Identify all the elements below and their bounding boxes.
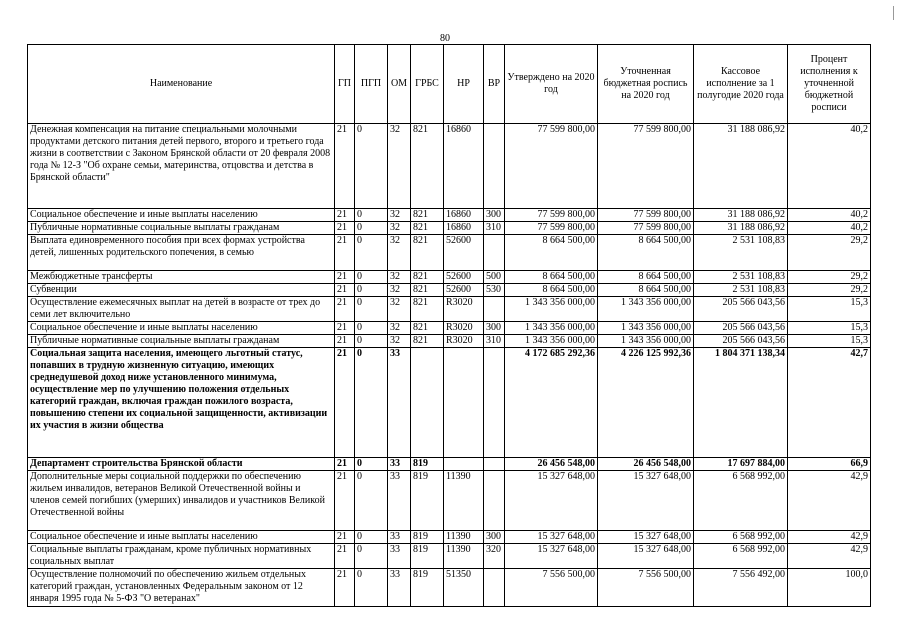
cell-name: Выплата единовременного пособия при всех формах устройства детей, лишенных родительского попечения, в семью xyxy=(28,235,335,271)
cell-grbs: 821 xyxy=(411,284,444,297)
table-row xyxy=(28,209,871,222)
cell-np: 11390 xyxy=(444,531,484,544)
cell-om: 32 xyxy=(388,209,411,222)
cell-pgp: 0 xyxy=(355,569,388,607)
column-header-pgp: ПГП xyxy=(355,45,388,124)
cell-approved: 77 599 800,00 xyxy=(505,209,598,222)
cell-np: 16860 xyxy=(444,209,484,222)
cell-om: 32 xyxy=(388,271,411,284)
cell-gp: 21 xyxy=(335,271,355,284)
table-row xyxy=(28,222,871,235)
column-header-approved: Утверждено на 2020 год xyxy=(505,45,598,124)
cell-pgp: 0 xyxy=(355,471,388,531)
cell-refined: 15 327 648,00 xyxy=(598,531,694,544)
cell-name: Дополнительные меры социальной поддержки по обеспечению жильем инвалидов, ветеранов Великой Отечественной войны и членов семей погибших (умерших) инвалидов и участников Великой Отечественной войны xyxy=(28,471,335,531)
cell-cash: 31 188 086,92 xyxy=(694,124,788,209)
cell-name: Социальное обеспечение и иные выплаты населению xyxy=(28,209,335,222)
cell-gp: 21 xyxy=(335,209,355,222)
cell-pgp: 0 xyxy=(355,209,388,222)
cell-percent: 66,9 xyxy=(788,458,871,471)
cell-np: R3020 xyxy=(444,335,484,348)
cell-vr xyxy=(484,235,505,271)
table-row xyxy=(28,284,871,297)
cell-percent: 15,3 xyxy=(788,297,871,322)
cell-refined: 4 226 125 992,36 xyxy=(598,348,694,458)
cell-grbs xyxy=(411,348,444,458)
page-number: 80 xyxy=(440,33,450,44)
cell-gp: 21 xyxy=(335,458,355,471)
column-header-np: НР xyxy=(444,45,484,124)
cell-om: 32 xyxy=(388,124,411,209)
cell-om: 32 xyxy=(388,235,411,271)
cell-refined: 8 664 500,00 xyxy=(598,271,694,284)
cell-percent: 100,0 xyxy=(788,569,871,607)
cell-approved: 77 599 800,00 xyxy=(505,222,598,235)
cell-refined: 1 343 356 000,00 xyxy=(598,322,694,335)
cell-cash: 6 568 992,00 xyxy=(694,544,788,569)
cell-percent: 42,7 xyxy=(788,348,871,458)
cell-approved: 15 327 648,00 xyxy=(505,471,598,531)
cell-om: 33 xyxy=(388,569,411,607)
cell-cash: 6 568 992,00 xyxy=(694,531,788,544)
cell-np xyxy=(444,458,484,471)
cell-cash: 31 188 086,92 xyxy=(694,209,788,222)
cell-name: Публичные нормативные социальные выплаты гражданам xyxy=(28,335,335,348)
table-header-row xyxy=(28,45,871,124)
cell-cash: 205 566 043,56 xyxy=(694,297,788,322)
column-header-percent: Процент исполнения к уточненной бюджетной росписи xyxy=(788,45,871,124)
cell-om: 33 xyxy=(388,348,411,458)
cell-name: Социальное обеспечение и иные выплаты населению xyxy=(28,322,335,335)
cell-percent: 40,2 xyxy=(788,209,871,222)
cell-vr: 300 xyxy=(484,209,505,222)
budget-execution-table xyxy=(27,44,871,607)
cell-gp: 21 xyxy=(335,471,355,531)
cell-gp: 21 xyxy=(335,235,355,271)
cell-gp: 21 xyxy=(335,569,355,607)
cell-cash: 2 531 108,83 xyxy=(694,235,788,271)
cell-grbs: 819 xyxy=(411,544,444,569)
cell-np: 16860 xyxy=(444,222,484,235)
cell-vr xyxy=(484,569,505,607)
cell-grbs: 819 xyxy=(411,471,444,531)
cell-approved: 4 172 685 292,36 xyxy=(505,348,598,458)
table-row xyxy=(28,348,871,458)
column-header-om: ОМ xyxy=(388,45,411,124)
cell-grbs: 821 xyxy=(411,322,444,335)
cell-cash: 31 188 086,92 xyxy=(694,222,788,235)
cell-gp: 21 xyxy=(335,335,355,348)
table-row xyxy=(28,531,871,544)
cell-name: Социальная защита населения, имеющего льготный статус, попавших в трудную жизненную ситуацию, имеющих среднедушевой доход ниже установленного минимума, осуществление мер по улучшению положения отдельных категорий граждан, включая граждан пожилого возраста, повышению степени их социальной защищенности, активизации их участия в жизни общества xyxy=(28,348,335,458)
cell-approved: 8 664 500,00 xyxy=(505,235,598,271)
cell-refined: 1 343 356 000,00 xyxy=(598,297,694,322)
cell-vr: 320 xyxy=(484,544,505,569)
table-row xyxy=(28,471,871,531)
cell-gp: 21 xyxy=(335,124,355,209)
cell-pgp: 0 xyxy=(355,297,388,322)
cell-pgp: 0 xyxy=(355,284,388,297)
cell-refined: 8 664 500,00 xyxy=(598,235,694,271)
cell-name: Денежная компенсация на питание специальными молочными продуктами детского питания детей первого, второго и третьего года жизни в соответствии с Законом Брянской области от 20 февраля 2008 года № 12-З "Об охране семьи, материнства, отцовства и детства в Брянской области" xyxy=(28,124,335,209)
cell-grbs: 821 xyxy=(411,335,444,348)
cell-percent: 42,9 xyxy=(788,544,871,569)
cell-approved: 1 343 356 000,00 xyxy=(505,322,598,335)
table-row xyxy=(28,322,871,335)
cell-gp: 21 xyxy=(335,544,355,569)
cell-refined: 8 664 500,00 xyxy=(598,284,694,297)
cell-percent: 40,2 xyxy=(788,124,871,209)
table-row xyxy=(28,235,871,271)
cell-np: 52600 xyxy=(444,284,484,297)
cell-approved: 8 664 500,00 xyxy=(505,284,598,297)
column-header-cash: Кассовое исполнение за 1 полугодие 2020 года xyxy=(694,45,788,124)
cell-approved: 1 343 356 000,00 xyxy=(505,297,598,322)
cell-grbs: 819 xyxy=(411,458,444,471)
table-row xyxy=(28,297,871,322)
cell-pgp: 0 xyxy=(355,222,388,235)
cell-vr: 310 xyxy=(484,222,505,235)
cell-cash: 7 556 492,00 xyxy=(694,569,788,607)
table-row xyxy=(28,271,871,284)
cell-np: R3020 xyxy=(444,297,484,322)
cell-np xyxy=(444,348,484,458)
cell-name: Осуществление ежемесячных выплат на детей в возрасте от трех до семи лет включительно xyxy=(28,297,335,322)
cell-cash: 6 568 992,00 xyxy=(694,471,788,531)
cell-cash: 205 566 043,56 xyxy=(694,322,788,335)
cell-np: 16860 xyxy=(444,124,484,209)
cell-cash: 205 566 043,56 xyxy=(694,335,788,348)
cell-gp: 21 xyxy=(335,222,355,235)
cell-refined: 7 556 500,00 xyxy=(598,569,694,607)
cell-grbs: 821 xyxy=(411,235,444,271)
cell-approved: 15 327 648,00 xyxy=(505,544,598,569)
cell-pgp: 0 xyxy=(355,531,388,544)
cell-om: 33 xyxy=(388,544,411,569)
cell-approved: 7 556 500,00 xyxy=(505,569,598,607)
cell-cash: 1 804 371 138,34 xyxy=(694,348,788,458)
cell-gp: 21 xyxy=(335,297,355,322)
cell-pgp: 0 xyxy=(355,335,388,348)
column-header-gp: ГП xyxy=(335,45,355,124)
cell-vr xyxy=(484,458,505,471)
cell-approved: 8 664 500,00 xyxy=(505,271,598,284)
cell-vr: 300 xyxy=(484,322,505,335)
cell-name: Публичные нормативные социальные выплаты гражданам xyxy=(28,222,335,235)
cell-refined: 1 343 356 000,00 xyxy=(598,335,694,348)
cell-om: 32 xyxy=(388,297,411,322)
cell-name: Социальное обеспечение и иные выплаты населению xyxy=(28,531,335,544)
cell-percent: 40,2 xyxy=(788,222,871,235)
cell-percent: 29,2 xyxy=(788,271,871,284)
cell-name: Межбюджетные трансферты xyxy=(28,271,335,284)
cell-approved: 15 327 648,00 xyxy=(505,531,598,544)
cell-om: 32 xyxy=(388,284,411,297)
cell-cash: 2 531 108,83 xyxy=(694,271,788,284)
column-header-name: Наименование xyxy=(28,45,335,124)
cell-name: Субвенции xyxy=(28,284,335,297)
cell-pgp: 0 xyxy=(355,322,388,335)
cell-cash: 2 531 108,83 xyxy=(694,284,788,297)
column-header-vr: ВР xyxy=(484,45,505,124)
cell-vr: 500 xyxy=(484,271,505,284)
cell-percent: 15,3 xyxy=(788,335,871,348)
cell-vr: 300 xyxy=(484,531,505,544)
cell-percent: 42,9 xyxy=(788,471,871,531)
cell-gp: 21 xyxy=(335,284,355,297)
cell-vr xyxy=(484,348,505,458)
cell-name: Департамент строительства Брянской области xyxy=(28,458,335,471)
cell-refined: 15 327 648,00 xyxy=(598,544,694,569)
cell-grbs: 821 xyxy=(411,124,444,209)
cell-percent: 29,2 xyxy=(788,284,871,297)
cell-percent: 29,2 xyxy=(788,235,871,271)
cell-refined: 26 456 548,00 xyxy=(598,458,694,471)
cell-om: 33 xyxy=(388,471,411,531)
cell-gp: 21 xyxy=(335,531,355,544)
cell-refined: 77 599 800,00 xyxy=(598,209,694,222)
cell-pgp: 0 xyxy=(355,235,388,271)
cell-name: Осуществление полномочий по обеспечению жильем отдельных категорий граждан, установленных Федеральным законом от 12 января 1995 года № 5-ФЗ "О ветеранах" xyxy=(28,569,335,607)
cell-pgp: 0 xyxy=(355,348,388,458)
table-row xyxy=(28,544,871,569)
table-row xyxy=(28,335,871,348)
column-header-refined: Уточненная бюджетная роспись на 2020 год xyxy=(598,45,694,124)
cell-grbs: 821 xyxy=(411,209,444,222)
cell-percent: 42,9 xyxy=(788,531,871,544)
cell-name: Социальные выплаты гражданам, кроме публичных нормативных социальных выплат xyxy=(28,544,335,569)
cell-grbs: 819 xyxy=(411,569,444,607)
cell-om: 32 xyxy=(388,335,411,348)
cell-grbs: 819 xyxy=(411,531,444,544)
cell-refined: 77 599 800,00 xyxy=(598,124,694,209)
cell-approved: 1 343 356 000,00 xyxy=(505,335,598,348)
cell-pgp: 0 xyxy=(355,124,388,209)
cell-pgp: 0 xyxy=(355,271,388,284)
cell-refined: 15 327 648,00 xyxy=(598,471,694,531)
cell-gp: 21 xyxy=(335,348,355,458)
cell-vr xyxy=(484,471,505,531)
cell-cash: 17 697 884,00 xyxy=(694,458,788,471)
cell-np: 52600 xyxy=(444,235,484,271)
column-header-grbs: ГРБС xyxy=(411,45,444,124)
cell-grbs: 821 xyxy=(411,222,444,235)
cell-np: 52600 xyxy=(444,271,484,284)
cell-np: R3020 xyxy=(444,322,484,335)
cell-approved: 26 456 548,00 xyxy=(505,458,598,471)
cell-grbs: 821 xyxy=(411,271,444,284)
cell-om: 33 xyxy=(388,458,411,471)
cell-vr: 310 xyxy=(484,335,505,348)
cell-np: 11390 xyxy=(444,544,484,569)
cell-percent: 15,3 xyxy=(788,322,871,335)
cell-om: 32 xyxy=(388,222,411,235)
cell-pgp: 0 xyxy=(355,458,388,471)
cell-pgp: 0 xyxy=(355,544,388,569)
cell-np: 51350 xyxy=(444,569,484,607)
table-row xyxy=(28,124,871,209)
cell-grbs: 821 xyxy=(411,297,444,322)
cell-vr xyxy=(484,297,505,322)
cell-vr: 530 xyxy=(484,284,505,297)
cell-vr xyxy=(484,124,505,209)
cell-approved: 77 599 800,00 xyxy=(505,124,598,209)
cell-refined: 77 599 800,00 xyxy=(598,222,694,235)
table-row xyxy=(28,569,871,607)
cell-gp: 21 xyxy=(335,322,355,335)
cell-om: 33 xyxy=(388,531,411,544)
cell-np: 11390 xyxy=(444,471,484,531)
table-row xyxy=(28,458,871,471)
page-edge-mark xyxy=(893,6,894,20)
cell-om: 32 xyxy=(388,322,411,335)
